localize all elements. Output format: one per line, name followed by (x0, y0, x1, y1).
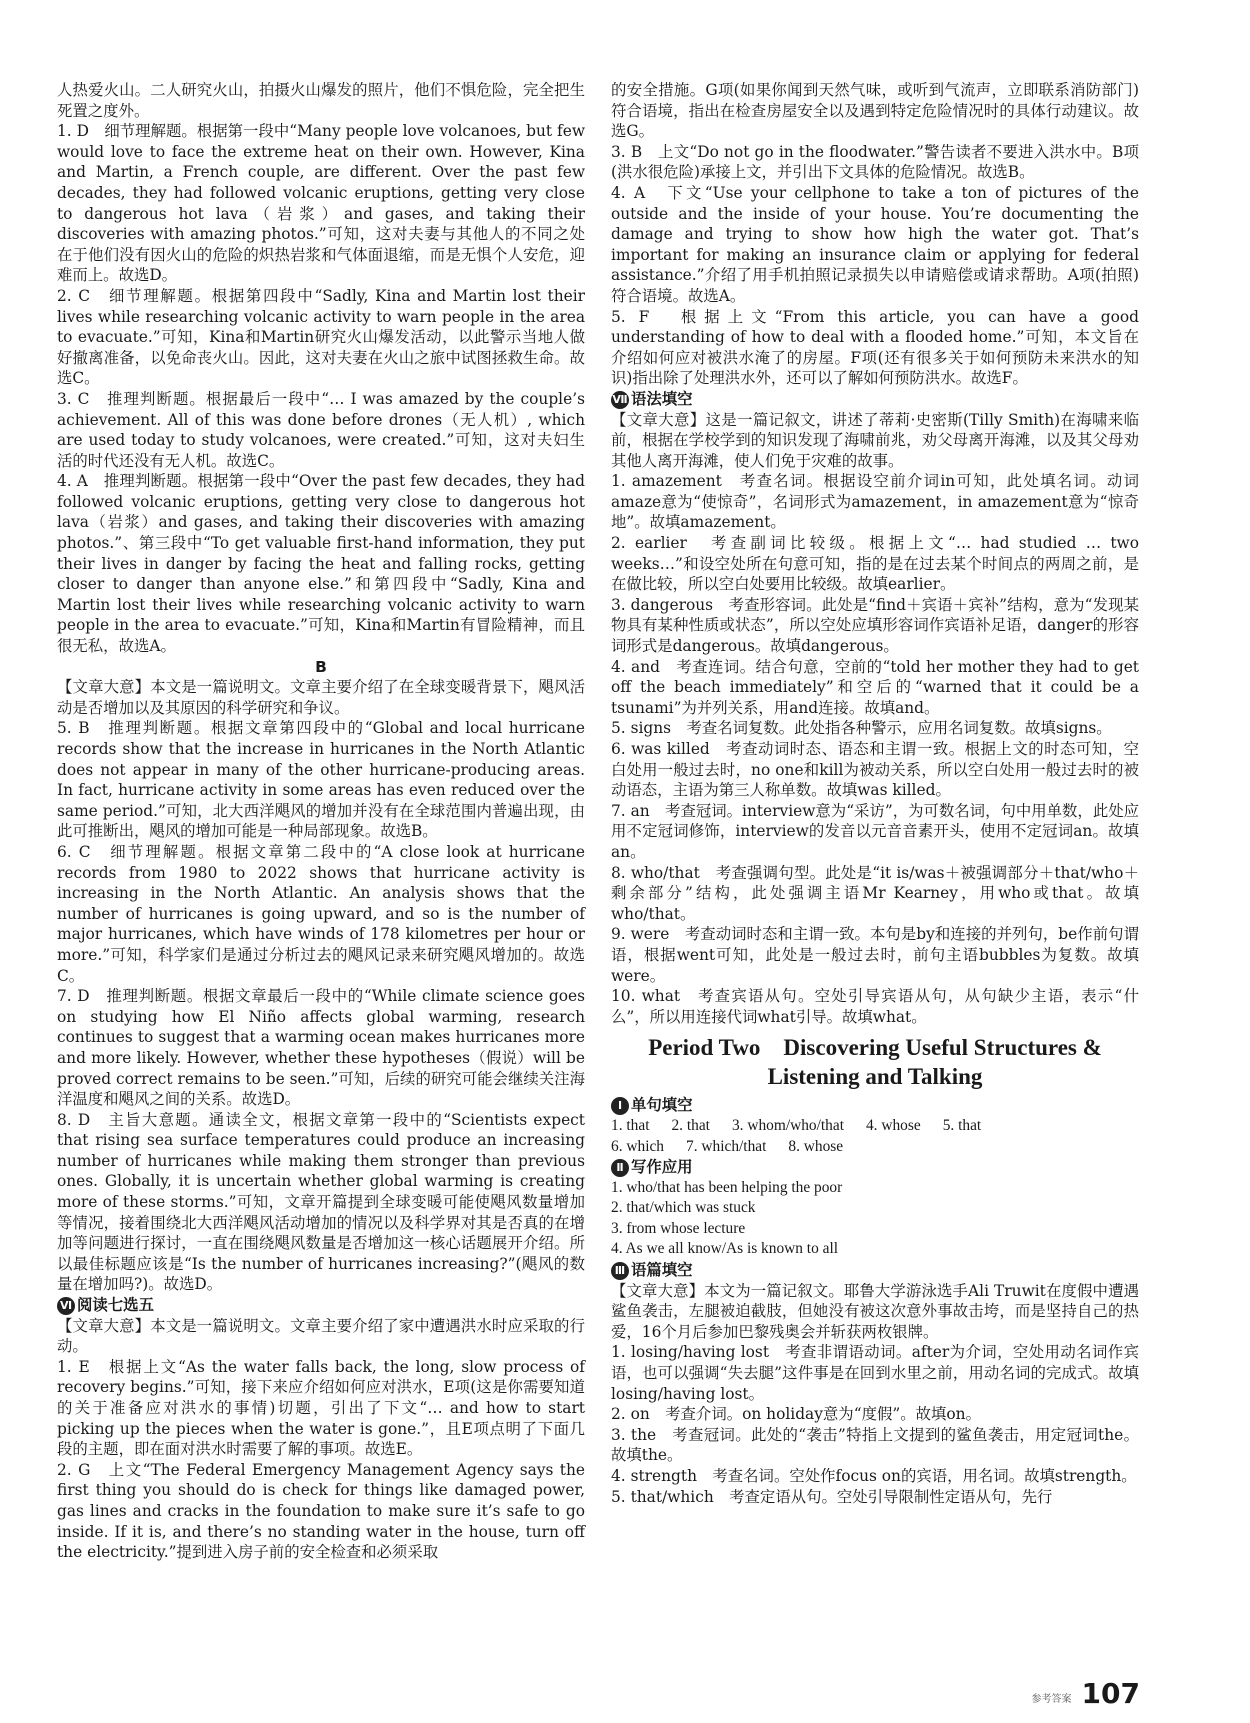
right-para: 6. was killed 考查动词时态、语态和主谓一致。根据上文的时态可知，空白处用一般过去时，no one和kill为被动关系，所以空白处用一般过去时的被动语态，主语为第三人称单数。故填was killed。 (611, 740, 1139, 800)
page-footer (1032, 1679, 1140, 1709)
left-para: 5. B 推理判断题。根据文章第四段中的“Global and local hurricane records show that the increase in hurricanes in the North Atlantic does not appear in many of the other hurricane-producing areas. In fact, hurricane activity in some areas has even reduced over the same period.”可知，北大西洋飓风的增加并没有在全球范围内普遍出现，由此可推断出，飓风的增加可能是一种局部现象。故选B。 (57, 719, 585, 841)
left-para: 7. D 推理判断题。根据文章最后一段中的“While climate science goes on studying how El Niño affects global warming, research continues to suggest that a warming ocean makes hurricanes more and more likely. However, whether these hypotheses（假说）will be proved correct remains to be seen.”可知，后续的研究可能会继续关注海洋温度和飓风之间的关系。故选D。 (57, 987, 585, 1109)
section-number-badge: Ⅱ (611, 1159, 629, 1177)
answer-item: 6. which (611, 1137, 665, 1155)
right-para: 7. an 考查冠词。interview意为“采访”，为可数名词，句中用单数，此处应用不定冠词修饰，interview的发音以元音音素开头，使用不定冠词an。故填an。 (611, 801, 1139, 861)
section-number-badge: Ⅲ (611, 1262, 629, 1280)
right-para: 10. what 考查宾语从句。空处引导宾语从句，从句缺少主语，表示“什么”，所以用连接代词what引导。故填what。 (611, 987, 1139, 1026)
answer-item: 5. that (942, 1116, 982, 1134)
period-title-line1: Period Two Discovering Useful Structures & (648, 1035, 1102, 1061)
section-heading (611, 1095, 1139, 1116)
answer-item: 3. from whose lecture (611, 1219, 746, 1237)
right-para: 8. who/that 考查强调句型。此处是“it is/was＋被强调部分＋that/who＋剩余部分”结构，此处强调主语Mr Kearney，用who或that。故填who/that。 (611, 863, 1139, 923)
answer-item: 2. that/which was stuck (611, 1199, 756, 1217)
section-heading (611, 1157, 1139, 1178)
left-para: 8. D 主旨大意题。通读全文，根据文章第一段中的“Scientists expect that rising sea surface temperatures could produce an increasing number of hurricanes while making them stronger than previous ones. Globally, it is uncertain whether global warming is creating more of these storms.”可知，文章开篇提到全球变暖可能使飓风数量增加等情况，接着围绕北大西洋飓风活动增加的情况以及科学界对其是否真的在增加等问题进行探讨，一直在围绕飓风数量是否增加这一核心话题展开介绍。所以最佳标题应该是“Is the number of hurricanes increasing?”(飓风的数量在增加吗?)。故选D。 (57, 1110, 585, 1294)
section-number-badge: Ⅰ (611, 1097, 629, 1115)
answer-item: 4. As we all know/As is known to all (611, 1240, 839, 1258)
section-number-badge: Ⅵ (57, 1297, 75, 1315)
right-para: 4. A 下文“Use your cellphone to take a ton of pictures of the outside and the inside of your house. You’re documenting the damage and trying to show how high the water got. That’s important for making an insurance claim or applying for federal assistance.”介绍了用手机拍照记录损失以申请赔偿或请求帮助。A项(拍照)符合语境。故选A。 (611, 183, 1139, 305)
right-para: 5. signs 考查名词复数。此处指各种警示，应用名词复数。故填signs。 (611, 719, 1112, 738)
right-para: 4. strength 考查名词。空处作focus on的宾语，用名词。故填strength。 (611, 1467, 1137, 1485)
right-para: 的安全措施。G项(如果你闻到天然气味，或听到气流声，立即联系消防部门)符合语境，指出在检查房屋安全以及遇到特定危险情况时的具体行动建议。故选G。 (611, 81, 1139, 141)
section-heading (57, 1295, 585, 1316)
left-para: 人热爱火山。二人研究火山，拍摄火山爆发的照片，他们不惧危险，完全把生死置之度外。 (57, 81, 585, 120)
answer-item: 4. whose (865, 1116, 921, 1134)
left-column (57, 80, 585, 1563)
section-heading (611, 389, 1139, 410)
answer-item: 7. which/that (686, 1137, 767, 1155)
right-para: 5. that/which 考查定语从句。空处引导限制性定语从句，先行 (611, 1487, 1053, 1506)
answer-item: 8. whose (788, 1137, 844, 1155)
section-title: 语篇填空 (631, 1261, 693, 1280)
left-para: 1. E 根据上文“As the water falls back, the long, slow process of recovery begins.”可知，接下来应介绍如何应对洪水，E项(这是你需要知道的关于准备应对洪水的事情)切题，引出了下文“… and how to start picking up the pieces when the water is gone.”，且E项点明了下面几段的主题，即在面对洪水时需要了解的事项。故选E。 (57, 1357, 585, 1459)
answer-row (611, 1116, 1139, 1137)
period-title-line2: Listening and Talking (767, 1064, 983, 1090)
section-title: 单句填空 (631, 1096, 693, 1115)
right-para: 【文章大意】这是一篇记叙文，讲述了蒂莉·史密斯(Tilly Smith)在海啸来临前，根据在学校学到的知识发现了海啸前兆，劝父母离开海滩，以及其父母劝其他人离开海滩，使人们免于灾难的故事。 (611, 410, 1139, 470)
right-para: 【文章大意】本文为一篇记叙文。耶鲁大学游泳选手Ali Truwit在度假中遭遇鲨鱼袭击，左腿被迫截肢，但她没有被这次意外事故击垮，而是坚持自己的热爱，16个月后参加巴黎残奥会并斩获两枚银牌。 (611, 1281, 1139, 1341)
left-para: 3. C 推理判断题。根据最后一段中“… I was amazed by the couple’s achievement. All of this was done before drones（无人机）, which are used today to study volcanoes, were created.”可知，这对夫妇生活的时代还没有无人机。故选C。 (57, 389, 585, 470)
left-para: 1. D 细节理解题。根据第一段中“Many people love volcanoes, but few would love to face the extreme heat on their own. However, Kina and Martin, a French couple, are different. Over the past few decades, they had followed volcanic eruptions, getting very close to dangerous hot lava（岩浆）and gases, and taking their discoveries with amazing photos.”可知，这对夫妻与其他人的不同之处在于他们没有因火山的危险的炽热岩浆和气体面退缩，而是无惧个人安危，迎难而上。故选D。 (57, 122, 585, 285)
right-para: 5. F 根据上文“From this article, you can have a good understanding of how to deal with a flooded home.”可知，本文旨在介绍如何应对被洪水淹了的房屋。F项(还有很多关于如何预防未来洪水的知识)指出除了处理洪水外，还可以了解如何预防洪水。故选F。 (611, 307, 1139, 388)
answer-item: 2. that (671, 1116, 710, 1134)
right-para: 3. B 上文“Do not go in the floodwater.”警告读者不要进入洪水中。B项(洪水很危险)承接上文，并引出下文具体的危险情况。故选B。 (611, 142, 1139, 182)
page-number: 107 (1081, 1677, 1140, 1710)
right-para: 9. were 考查动词时态和主谓一致。本句是by和连接的并列句，be作前句谓语，根据went可知，此处是一般过去时，前句主语bubbles为复数。故填were。 (611, 925, 1139, 985)
section-title: 写作应用 (631, 1158, 693, 1177)
footer-label: 参考答案 (1031, 1694, 1072, 1705)
section-number-badge: Ⅶ (611, 391, 629, 409)
right-para: 3. the 考查冠词。此处的“袭击”特指上文提到的鲨鱼袭击，用定冠词the。故填the。 (611, 1425, 1139, 1465)
answer-item: 1. that (611, 1116, 650, 1134)
left-para: 2. C 细节理解题。根据第四段中“Sadly, Kina and Martin lost their lives while researching volcanic activity to warn people in the area to evacuate.”可知，Kina和Martin研究火山爆发活动，以此警示当地人做好撤离准备，以免命丧火山。因此，这对夫妻在火山之旅中试图拯救生命。故选C。 (57, 286, 585, 388)
right-para: 2. on 考查介词。on holiday意为“度假”。故填on。 (611, 1405, 981, 1424)
right-para: 4. and 考查连词。结合句意，空前的“told her mother they had to get off the beach immediately”和空后的“warned that it could be a tsunami”为并列关系，用and连接。故填and。 (611, 657, 1139, 717)
left-para: 【文章大意】本文是一篇说明文。文章主要介绍了在全球变暖背景下，飓风活动是否增加以及其原因的科学研究和争议。 (57, 678, 585, 717)
left-para: 【文章大意】本文是一篇说明文。文章主要介绍了家中遭遇洪水时应采取的行动。 (57, 1316, 585, 1356)
period-title (611, 1033, 1139, 1091)
answer-item: 3. whom/who/that (731, 1116, 844, 1134)
right-para: 1. amazement 考查名词。根据设空前介词in可知，此处填名词。动词amaze意为“使惊奇”，名词形式为amazement，in amazement意为“惊奇地”。故填amazement。 (611, 472, 1139, 532)
right-para: 2. earlier 考查副词比较级。根据上文“… had studied … two weeks…”和设空处所在句意可知，指的是在过去某个时间点的两周之前，是在做比较，所以空白处要用比较级。故填earlier。 (611, 534, 1139, 594)
answer-item: 1. who/that has been helping the poor (611, 1178, 843, 1196)
section-title: 语法填空 (631, 389, 693, 408)
answer-row (611, 1137, 1139, 1158)
section-heading (611, 1260, 1139, 1281)
left-para: 4. A 推理判断题。根据第一段中“Over the past few decades, they had followed volcanic eruptions, getting very close to dangerous hot lava（岩浆）and gases, and taking their discoveries with amazing photos.”、第三段中“To get valuable first-hand information, they put their lives in danger by facing the heat and falling rocks, getting closer to danger than anyone else.”和第四段中“Sadly, Kina and Martin lost their lives while researching volcanic activity to warn people in the area to evacuate.”可知，Kina和Martin有冒险精神，而且很无私，故选A。 (57, 472, 585, 656)
left-para: 6. C 细节理解题。根据文章第二段中的“A close look at hurricane records from 1980 to 2022 shows that hurricane activity is increasing in the North Atlantic. An analysis shows that the number of hurricanes is going upward, and so is the number of major hurricanes, which have winds of 178 kilometres per hour or more.”可知，科学家们是通过分析过去的飓风记录来研究飓风增加的。故选C。 (57, 842, 585, 985)
right-para: 3. dangerous 考查形容词。此处是“find＋宾语＋宾补”结构，意为“发现某物具有某种性质或状态”，所以空处应填形容词作宾语补足语，danger的形容词形式是dangerous。故填dangerous。 (611, 595, 1139, 656)
right-para: 1. losing/having lost 考查非谓语动词。after为介词，空处用动名词作宾语，也可以强调“失去腿”这件事是在回到水里之前，用动名词的完成式。故填losing/having lost。 (611, 1343, 1139, 1403)
right-column (611, 80, 1139, 1507)
left-para: 2. G 上文“The Federal Emergency Management Agency says the first thing you should do is check for things like damaged power, gas lines and cracks in the foundation to make sure it’s safe to go inside. If it is, and there’s no standing water in the house, turn off the electricity.”提到进入房子前的安全检查和必须采取 (57, 1460, 585, 1562)
section-title: 阅读七选五 (77, 1296, 154, 1315)
section-b-heading: B (315, 657, 327, 676)
